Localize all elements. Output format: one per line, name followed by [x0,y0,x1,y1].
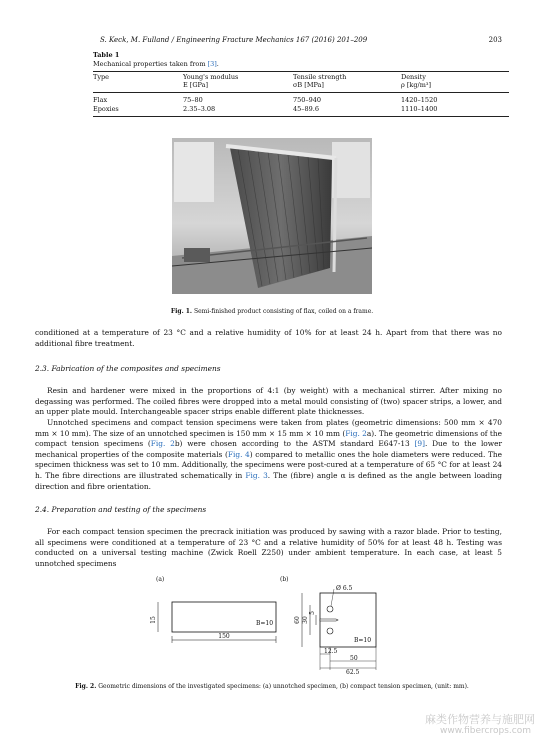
dim-b-height-60: 60 [294,616,301,624]
text-segment: b) were chosen according to the ASTM standard E647-13 [174,439,415,449]
flax-frame-photo [172,138,372,294]
table-caption-text: Mechanical properties taken from [93,60,208,68]
dim-b-thickness: B=10 [354,637,372,644]
figure-2-link[interactable]: Fig. 2 [150,439,175,449]
dim-b-width-50: 50 [350,655,358,662]
mechanical-properties-table [93,71,509,117]
header-density: Density ρ [kg/m³] [401,73,432,89]
running-header [100,36,502,44]
subfigure-a-label: (a) [156,576,165,583]
header-type: Type [93,73,110,81]
watermark-url: www.fibercrops.com [440,726,531,736]
text-segment: Unnotched specimens and compact tension specimens were taken from plates (geometric dimensions: 500 mm × 470 mm × 10 mm). The size of an unnotched specimen is 150 mm × 15 mm × 10 mm ( [35,418,502,438]
table-caption [93,51,219,69]
cell-modulus: 2.35–3.08 [183,104,216,113]
subfigure-b-label: (b) [280,576,289,583]
dim-b-height-5: 5 [309,611,316,615]
text-segment: . Due to the lower mechanical properties of the composite materials ( [35,439,502,459]
figure-1-caption-text: Semi-finished product consisting of flax, coiled on a frame. [193,308,374,315]
watermark-title: 麻类作物营养与施肥网 [425,713,535,726]
paragraph-specimens [35,418,502,492]
ct-upper-hole [327,606,333,612]
text-segment: a). The geometric dimensions of the compact tension specimens ( [35,428,502,449]
cell-strength: 45–89.6 [293,104,319,113]
ct-notch [320,619,338,621]
unnotched-specimen-outline [172,602,276,632]
paragraph-testing [35,527,502,569]
figure-2-link[interactable]: Fig. 2 [345,428,367,438]
text-segment: . The (fibre) angle α is defined as the angle between loading direction and fibre orientation. [35,470,503,491]
paragraph-testing-text: For each compact tension specimen the precrack initiation was produced by sawing with a razor blade. Prior to testing, all specimens were conditioned at a temperature of 23 °C and a relative humidity of 50% for at least 48 h. Testing was conducted on a universal testing machine (Zwick Roell Z250) under ambient temperature. In each case, at least 5 unnotched specimens [35,527,502,568]
dim-b-height-30: 30 [302,616,309,624]
figure-1-caption [0,308,544,315]
figure-2-caption-text: Geometric dimensions of the investigated specimens: (a) unnotched specimen, (b) compact tension specimen, (unit: mm). [98,683,469,690]
dim-b-hole-diameter: Ø 6.5 [336,585,353,592]
figure-2-caption [0,683,544,690]
figure-2-drawings [148,575,398,675]
photo-illustration [172,138,372,294]
dim-a-length: 150 [218,633,230,640]
reference-link-3[interactable]: [3] [207,60,217,68]
dim-b-width-62-5: 62.5 [346,669,360,675]
figure-1-label: Fig. 1. [170,308,193,315]
figure-2-label: Fig. 2. [75,683,97,690]
ct-lower-hole [327,628,333,634]
header-tensile-strength: Tensile strength σB [MPa] [293,73,347,89]
figure-4-link[interactable]: Fig. 4 [227,449,250,459]
cell-type: Epoxies [93,104,119,113]
cell-type: Flax [93,96,108,104]
cell-strength: 750–940 [293,96,322,104]
paragraph-conditioning: conditioned at a temperature of 23 °C and a relative humidity of 10% for at least 24 h. Apart from that there was no additional fibre treatment. [35,328,502,348]
section-heading-2-4: 2.4. Preparation and testing of the specimens [35,505,207,514]
paragraph-resin [35,386,502,418]
section-heading-2-3: 2.3. Fabrication of the composites and specimens [35,364,221,373]
text-segment: ) compared to metallic ones the hole diameters were reduced. The specimen thickness was set to 10 mm. Additionally, the specimens were post-cured at a temperature of 65 °C for at least 24 h. The fibre directions are illustrated schematically in [35,449,503,480]
running-title: S. Keck, M. Fulland / Engineering Fracture Mechanics 167 (2016) 201–209 [100,36,368,44]
cell-density: 1110–1400 [401,104,438,113]
table-label: Table 1 [93,51,120,59]
table-row [93,105,509,117]
paragraph-resin-text: Resin and hardener were mixed in the proportions of 4:1 (by weight) with a mechanical stirrer. After mixing no degassing was performed. The coiled fibres were dropped into a metal mould consisting of (two) spacer strips, a lower, and an upper plate mould. Interchangeable spacer strips enable different plate thicknesses. [35,386,502,417]
header-youngs-modulus: Young's modulus E [GPa] [183,73,239,89]
cell-modulus: 75–80 [183,96,203,104]
cell-density: 1420–1520 [401,96,438,104]
dim-b-width-12-5: 12.5 [324,648,338,655]
figure-3-link[interactable]: Fig. 3 [245,470,268,480]
dim-a-height: 15 [150,616,157,624]
table-row [93,93,509,105]
page-number: 203 [488,36,502,44]
reference-link-9[interactable]: [9] [414,439,425,449]
table-header-row [93,72,509,93]
dim-a-thickness: B=10 [256,620,274,627]
caption-period: . [216,60,219,68]
